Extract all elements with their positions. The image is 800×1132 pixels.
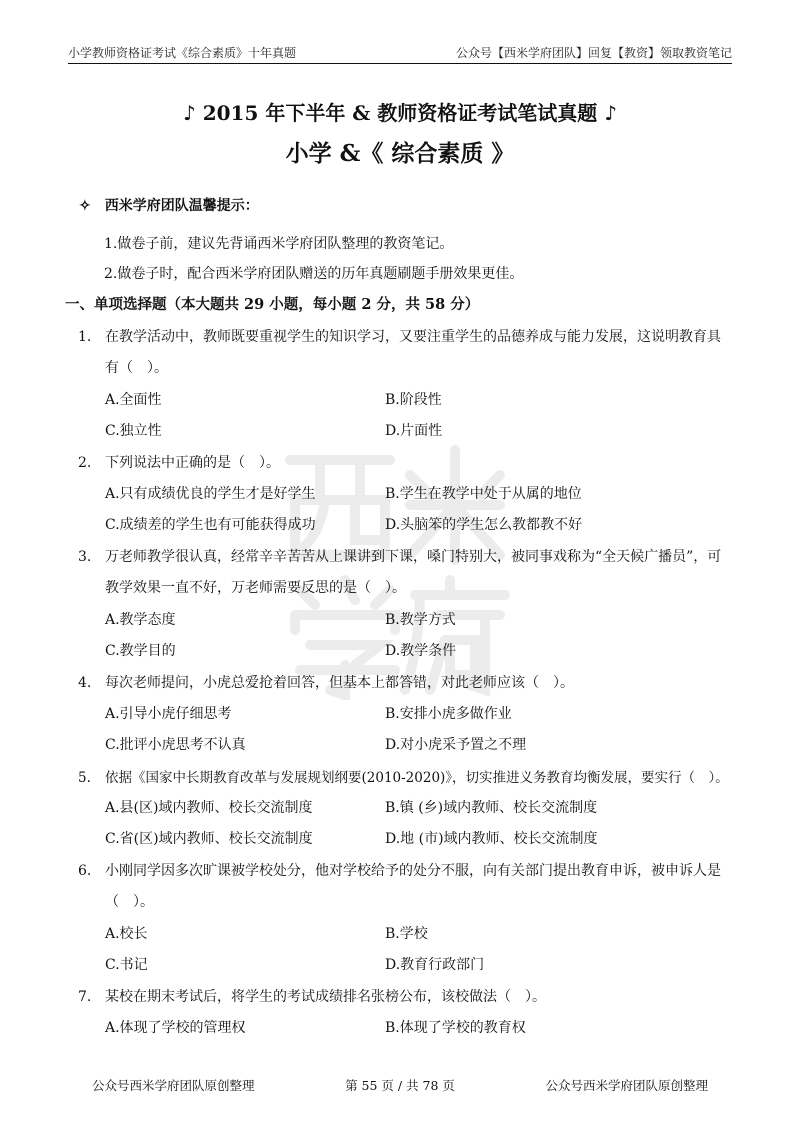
question-continuation: 教学效果一直不好，万老师需要反思的是（ ）。 <box>105 580 406 596</box>
option-a: A.校长 <box>105 926 148 942</box>
question-2 <box>78 452 280 472</box>
question-text: 万老师教学很认真，经常辛辛苦苦从上课讲到下课，嗓门特别大，被同事戏称为“全天候广播员”，可 <box>105 549 722 565</box>
option-a: A.教学态度 <box>105 612 176 628</box>
option-b: B.安排小虎多做作业 <box>385 706 512 722</box>
question-text: 小刚同学因多次旷课被学校处分，他对学校给予的处分不服，向有关部门提出教育申诉，被申诉人是 <box>105 863 721 879</box>
footer-left: 公众号西米学府团队原创整理 <box>92 1078 255 1093</box>
exam-title: ♪ 2015 年下半年 & 教师资格证考试笔试真题 ♪ <box>182 101 618 125</box>
option-a: A.体现了学校的管理权 <box>105 1020 246 1036</box>
option-b: B.体现了学校的教育权 <box>385 1020 526 1036</box>
option-c: C.书记 <box>105 957 148 973</box>
option-c: C.批评小虎思考不认真 <box>105 737 246 753</box>
question-text: 某校在期末考试后，将学生的考试成绩排名张榜公布，该校做法（ ）。 <box>105 989 546 1005</box>
option-b: B.阶段性 <box>385 392 442 408</box>
question-continuation: （ ）。 <box>105 894 154 910</box>
header-right: 公众号【西米学府团队】回复【教资】领取教资笔记 <box>455 46 732 60</box>
tip-item: 1.做卷子前，建议先背诵西米学府团队整理的教资笔记。 <box>104 236 454 252</box>
option-b: B.学生在教学中处于从属的地位 <box>385 486 582 502</box>
option-a: A.引导小虎仔细思考 <box>105 706 232 722</box>
question-6 <box>78 860 721 880</box>
footer-right: 公众号西米学府团队原创整理 <box>545 1078 708 1093</box>
option-d: D.对小虎采予置之不理 <box>385 737 527 753</box>
question-text: 每次老师提问，小虎总爱抢着回答，但基本上都答错，对此老师应该（ ）。 <box>105 675 574 691</box>
question-number: 2. <box>78 455 92 471</box>
question-number: 5. <box>78 770 91 786</box>
header-divider <box>68 63 732 64</box>
option-a: A.全面性 <box>105 392 162 408</box>
question-continuation: 有（ ）。 <box>105 360 168 376</box>
header-left: 小学教师资格证考试《综合素质》十年真题 <box>68 46 297 60</box>
option-d: D.教学条件 <box>385 643 457 659</box>
question-3 <box>78 546 721 566</box>
question-7 <box>78 986 546 1006</box>
option-d: D.片面性 <box>385 423 443 439</box>
question-number: 4. <box>78 675 92 691</box>
option-b: B.学校 <box>385 926 428 942</box>
watermark-logo <box>280 440 520 700</box>
question-number: 3. <box>78 549 92 565</box>
question-number: 7. <box>78 989 92 1005</box>
option-d: D.教育行政部门 <box>385 957 485 973</box>
option-c: C.教学目的 <box>105 643 176 659</box>
page-number: 第 55 页 / 共 78 页 <box>345 1078 455 1093</box>
option-c: C.省(区)域内教师、校长交流制度 <box>105 831 313 847</box>
question-1 <box>78 326 721 346</box>
option-d: D.头脑笨的学生怎么教都教不好 <box>385 517 583 533</box>
option-a: A.县(区)域内教师、校长交流制度 <box>105 800 313 816</box>
tip-item: 2.做卷子时，配合西米学府团队赠送的历年真题刷题手册效果更佳。 <box>104 266 524 282</box>
question-text: 下列说法中正确的是（ ）。 <box>105 455 280 471</box>
option-b: B.教学方式 <box>385 612 456 628</box>
question-4 <box>78 672 574 692</box>
option-b: B.镇 (乡)域内教师、校长交流制度 <box>385 800 598 816</box>
tips-title: ✧ 西米学府团队温馨提示： <box>79 198 259 214</box>
option-c: C.成绩差的学生也有可能获得成功 <box>105 517 316 533</box>
question-5 <box>78 766 729 786</box>
question-number: 1. <box>78 329 92 345</box>
exam-subtitle: 小学 &《 综合素质 》 <box>285 140 515 167</box>
option-a: A.只有成绩优良的学生才是好学生 <box>105 486 316 502</box>
option-d: D.地 (市)域内教师、校长交流制度 <box>385 831 598 847</box>
question-text: 依据《国家中长期教育改革与发展规划纲要(2010-2020)》，切实推进义务教育均衡发展，要实行（ ）。 <box>105 770 729 786</box>
question-number: 6. <box>78 863 92 879</box>
option-c: C.独立性 <box>105 423 162 439</box>
question-text: 在教学活动中，教师既要重视学生的知识学习，又要注重学生的品德养成与能力发展，这说明教育具 <box>105 329 721 345</box>
section-title: 一、单项选择题（本大题共 29 小题，每小题 2 分，共 58 分） <box>65 296 480 313</box>
